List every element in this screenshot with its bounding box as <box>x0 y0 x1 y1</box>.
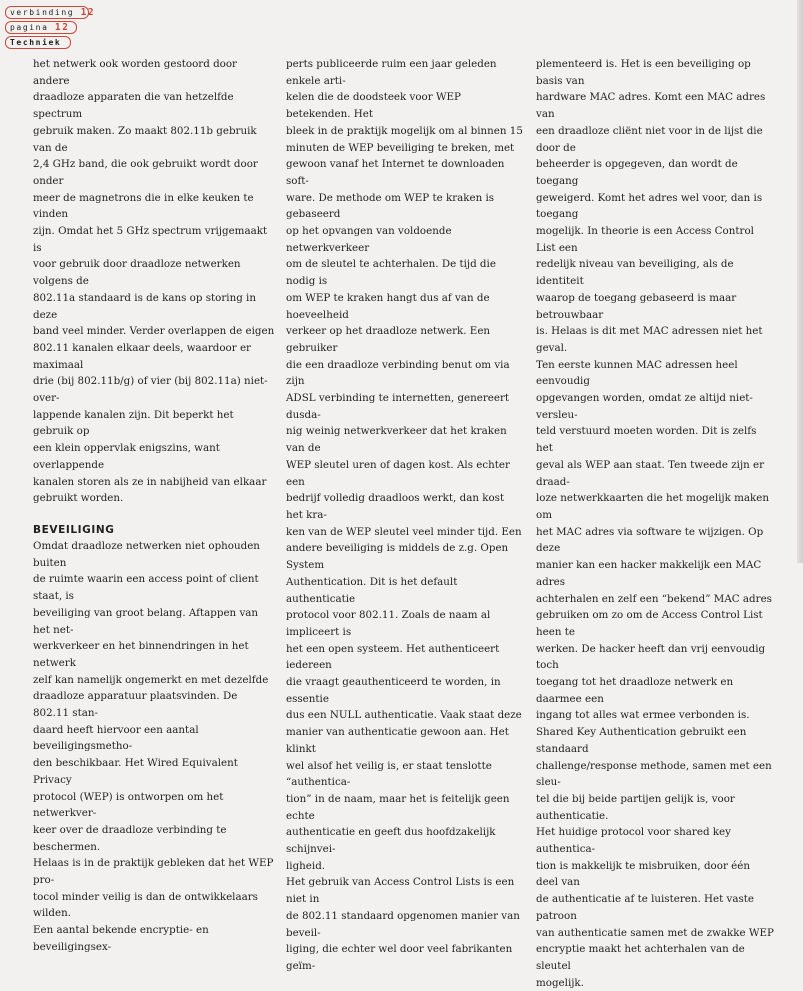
text-line: challenge/response methode, samen met een sleu- <box>536 759 772 789</box>
text-line: ADSL verbinding te internetten, genereert dusda- <box>286 392 510 421</box>
text-line: werken. De hacker heeft dan vrij eenvoudig toch <box>536 642 766 672</box>
text-line: 802.11a standaard is de kans op storing in deze <box>33 291 256 321</box>
text-line: wel alsof het veilig is, er staat tenslotte “authentica- <box>286 759 492 789</box>
tab-label: pagina <box>10 23 49 32</box>
text-line: Een aantal bekende encryptie- en beveiligingsex- <box>33 924 209 953</box>
text-line: Authentication. Dit is het default authenticatie <box>286 575 458 605</box>
text-line: mogelijk. <box>536 976 584 989</box>
page-edge <box>797 0 803 563</box>
text-line: plementeerd is. Het is een beveiliging op basis van <box>536 58 751 87</box>
text-line: zelf kan namelijk ongemerkt en met dezelfde <box>33 673 269 686</box>
text-line: gebruikt worden. <box>33 492 124 505</box>
paragraph <box>286 56 524 874</box>
text-line: band veel minder. Verder overlappen de eigen <box>33 325 275 338</box>
text-line: om WEP te kraken hangt dus af van de hoeveelheid <box>286 291 490 321</box>
text-line: Helaas is in de praktijk gebleken dat het WEP pro- <box>33 857 274 887</box>
column-2 <box>286 56 524 975</box>
text-line: het MAC adres via software te wijzigen. Op deze <box>536 525 764 555</box>
text-line: gebruiken om zo om de Access Control List heen te <box>536 609 763 638</box>
text-line: daard heeft hiervoor een aantal beveiligingsmetho- <box>33 723 199 753</box>
text-line: mogelijk. In theorie is een Access Control List een <box>536 225 754 254</box>
text-line: de ruimte waarin een access point of client staat, is <box>33 573 259 603</box>
paragraph <box>536 724 774 991</box>
text-line: beveiliging van groot belang. Aftappen van het net- <box>33 606 259 636</box>
text-line: het een open systeem. Het authenticeert iedereen <box>286 642 500 672</box>
text-line: Omdat draadloze netwerken niet ophouden buiten <box>33 539 260 569</box>
text-line: een klein oppervlak enigszins, want overlappende <box>33 442 220 471</box>
text-line: Shared Key Authentication gebruikt een standaard <box>536 726 747 755</box>
text-line: kelen die de doodsteek voor WEP betekenden. Het <box>286 91 461 121</box>
tab-pagina <box>5 21 77 34</box>
tab-label: Techniek <box>10 38 62 47</box>
paragraph <box>536 56 774 724</box>
text-line: drie (bij 802.11b/g) of vier (bij 802.11a) niet-over- <box>33 375 268 405</box>
tab-label: verbinding <box>10 8 75 17</box>
tab-number: 12 <box>80 7 96 18</box>
section-heading: BEVEILIGING <box>33 523 115 536</box>
text-line: draadloze apparatuur plaatsvinden. De 802.11 stan- <box>33 690 238 720</box>
text-line: een draadloze cliënt niet voor in de lijst die door de <box>536 124 763 154</box>
text-line: Ten eerste kunnen MAC adressen heel eenvoudig <box>536 358 738 388</box>
text-line: keer over de draadloze verbinding te beschermen. <box>33 823 227 853</box>
text-line: beheerder is opgegeven, dan wordt de toegang <box>536 158 738 187</box>
text-line: waarop de toegang gebaseerd is maar betrouwbaar <box>536 291 737 321</box>
text-line: tion is makkelijk te misbruiken, door één deel van <box>536 859 750 889</box>
text-line: dus een NULL authenticatie. Vaak staat deze <box>286 709 522 722</box>
text-line: van authenticatie samen met de zwakke WEP <box>536 926 774 939</box>
text-line: authenticatie en geeft dus hoofdzakelijk schijnvei- <box>286 826 496 856</box>
text-line: perts publiceerde ruim een jaar geleden enkele arti- <box>286 58 497 87</box>
text-line: nig weinig netwerkverkeer dat het kraken van de <box>286 425 507 455</box>
text-line: die een draadloze verbinding benut om via zijn <box>286 358 510 388</box>
text-line: opgevangen worden, omdat ze altijd niet-versleu- <box>536 392 753 421</box>
text-line: de authenticatie af te luisteren. Het vaste patroon <box>536 893 754 922</box>
text-line: 2,4 GHz band, die ook gebruikt wordt door onder <box>33 158 258 187</box>
text-line: voor gebruik door draadloze netwerken volgens de <box>33 258 241 288</box>
text-line: geweigerd. Komt het adres wel voor, dan is toegang <box>536 191 763 221</box>
text-line: op het opvangen van voldoende netwerkverkeer <box>286 225 452 254</box>
text-line: andere beveiliging is middels de z.g. Open System <box>286 542 509 572</box>
text-line: hardware MAC adres. Komt een MAC adres van <box>536 91 766 121</box>
text-line: Het huidige protocol voor shared key authentica- <box>536 826 731 856</box>
text-line: liging, die echter wel door veel fabrikanten geïm- <box>286 943 513 972</box>
text-line: 802.11 kanalen elkaar deels, waardoor er maximaal <box>33 341 251 371</box>
text-line: achterhalen en zelf een “bekend” MAC adres <box>536 592 772 605</box>
text-line: zijn. Omdat het 5 GHz spectrum vrijgemaakt is <box>33 225 268 254</box>
text-line: den beschikbaar. Het Wired Equivalent Privacy <box>33 757 238 786</box>
text-line: ingang tot alles wat ermee verbonden is. <box>536 709 750 722</box>
text-line: gewoon vanaf het Internet te downloaden soft- <box>286 158 505 187</box>
paragraph <box>286 874 524 974</box>
text-line: teld verstuurd moeten worden. Dit is zelfs het <box>536 425 757 455</box>
column-3 <box>536 56 774 991</box>
text-line: lappende kanalen zijn. Dit beperkt het gebruik op <box>33 408 234 438</box>
text-line: WEP sleutel uren of dagen kost. Als echter een <box>286 458 510 488</box>
text-line: verkeer op het draadloze netwerk. Een gebruiker <box>286 325 491 354</box>
tab-number: 12 <box>54 22 70 33</box>
text-line: tion” in de naam, maar het is feitelijk geen echte <box>286 792 510 822</box>
tab-section <box>5 36 71 49</box>
text-line: werkverkeer en het binnendringen in het netwerk <box>33 640 249 669</box>
text-line: het netwerk ook worden gestoord door andere <box>33 58 237 87</box>
text-line: ware. De methode om WEP te kraken is gebaseerd <box>286 191 495 221</box>
text-line: tocol minder veilig is dan de ontwikkelaars wilden. <box>33 890 258 920</box>
text-line: bedrijf volledig draadloos werkt, dan kost het kra- <box>286 492 505 521</box>
text-line: kanalen storen als ze in nabijheid van elkaar <box>33 475 267 488</box>
text-line: loze netwerkkaarten die het mogelijk maken om <box>536 492 769 521</box>
paragraph <box>33 56 276 507</box>
text-line: protocol voor 802.11. Zoals de naam al impliceert is <box>286 609 491 638</box>
text-line: meer de magnetrons die in elke keuken te vinden <box>33 191 254 221</box>
text-line: redelijk niveau van beveiliging, als de identiteit <box>536 258 734 288</box>
text-line: tel die bij beide partijen gelijk is, voor authenticatie. <box>536 792 735 822</box>
text-line: ken van de WEP sleutel veel minder tijd. Een <box>286 525 522 538</box>
text-line: toegang tot het draadloze netwerk en daarmee een <box>536 676 734 705</box>
text-line: manier van authenticatie gewoon aan. Het klinkt <box>286 726 509 755</box>
paragraph <box>33 538 276 956</box>
text-line: minuten de WEP beveiliging te breken, met <box>286 141 515 154</box>
text-line: Het gebruik van Access Control Lists is een niet in <box>286 876 515 906</box>
text-line: bleek in de praktijk mogelijk om al binnen 15 <box>286 124 523 137</box>
text-line: die vraagt geauthenticeerd te worden, in essentie <box>286 676 501 705</box>
text-line: encryptie maakt het achterhalen van de sleutel <box>536 943 745 972</box>
text-line: ligheid. <box>286 859 326 872</box>
text-line: geval als WEP aan staat. Ten tweede zijn er draad- <box>536 458 765 488</box>
text-line: is. Helaas is dit met MAC adressen niet het geval. <box>536 325 763 354</box>
text-line: protocol (WEP) is ontworpen om het netwerkver- <box>33 790 224 820</box>
column-1 <box>33 56 276 956</box>
text-line: manier kan een hacker makkelijk een MAC adres <box>536 559 762 588</box>
text-line: gebruik maken. Zo maakt 802.11b gebruik van de <box>33 124 257 154</box>
text-line: draadloze apparaten die van hetzelfde spectrum <box>33 91 234 121</box>
text-line: de 802.11 standaard opgenomen manier van beveil- <box>286 909 520 939</box>
tab-verbinding <box>5 6 96 19</box>
text-line: om de sleutel te achterhalen. De tijd die nodig is <box>286 258 496 288</box>
